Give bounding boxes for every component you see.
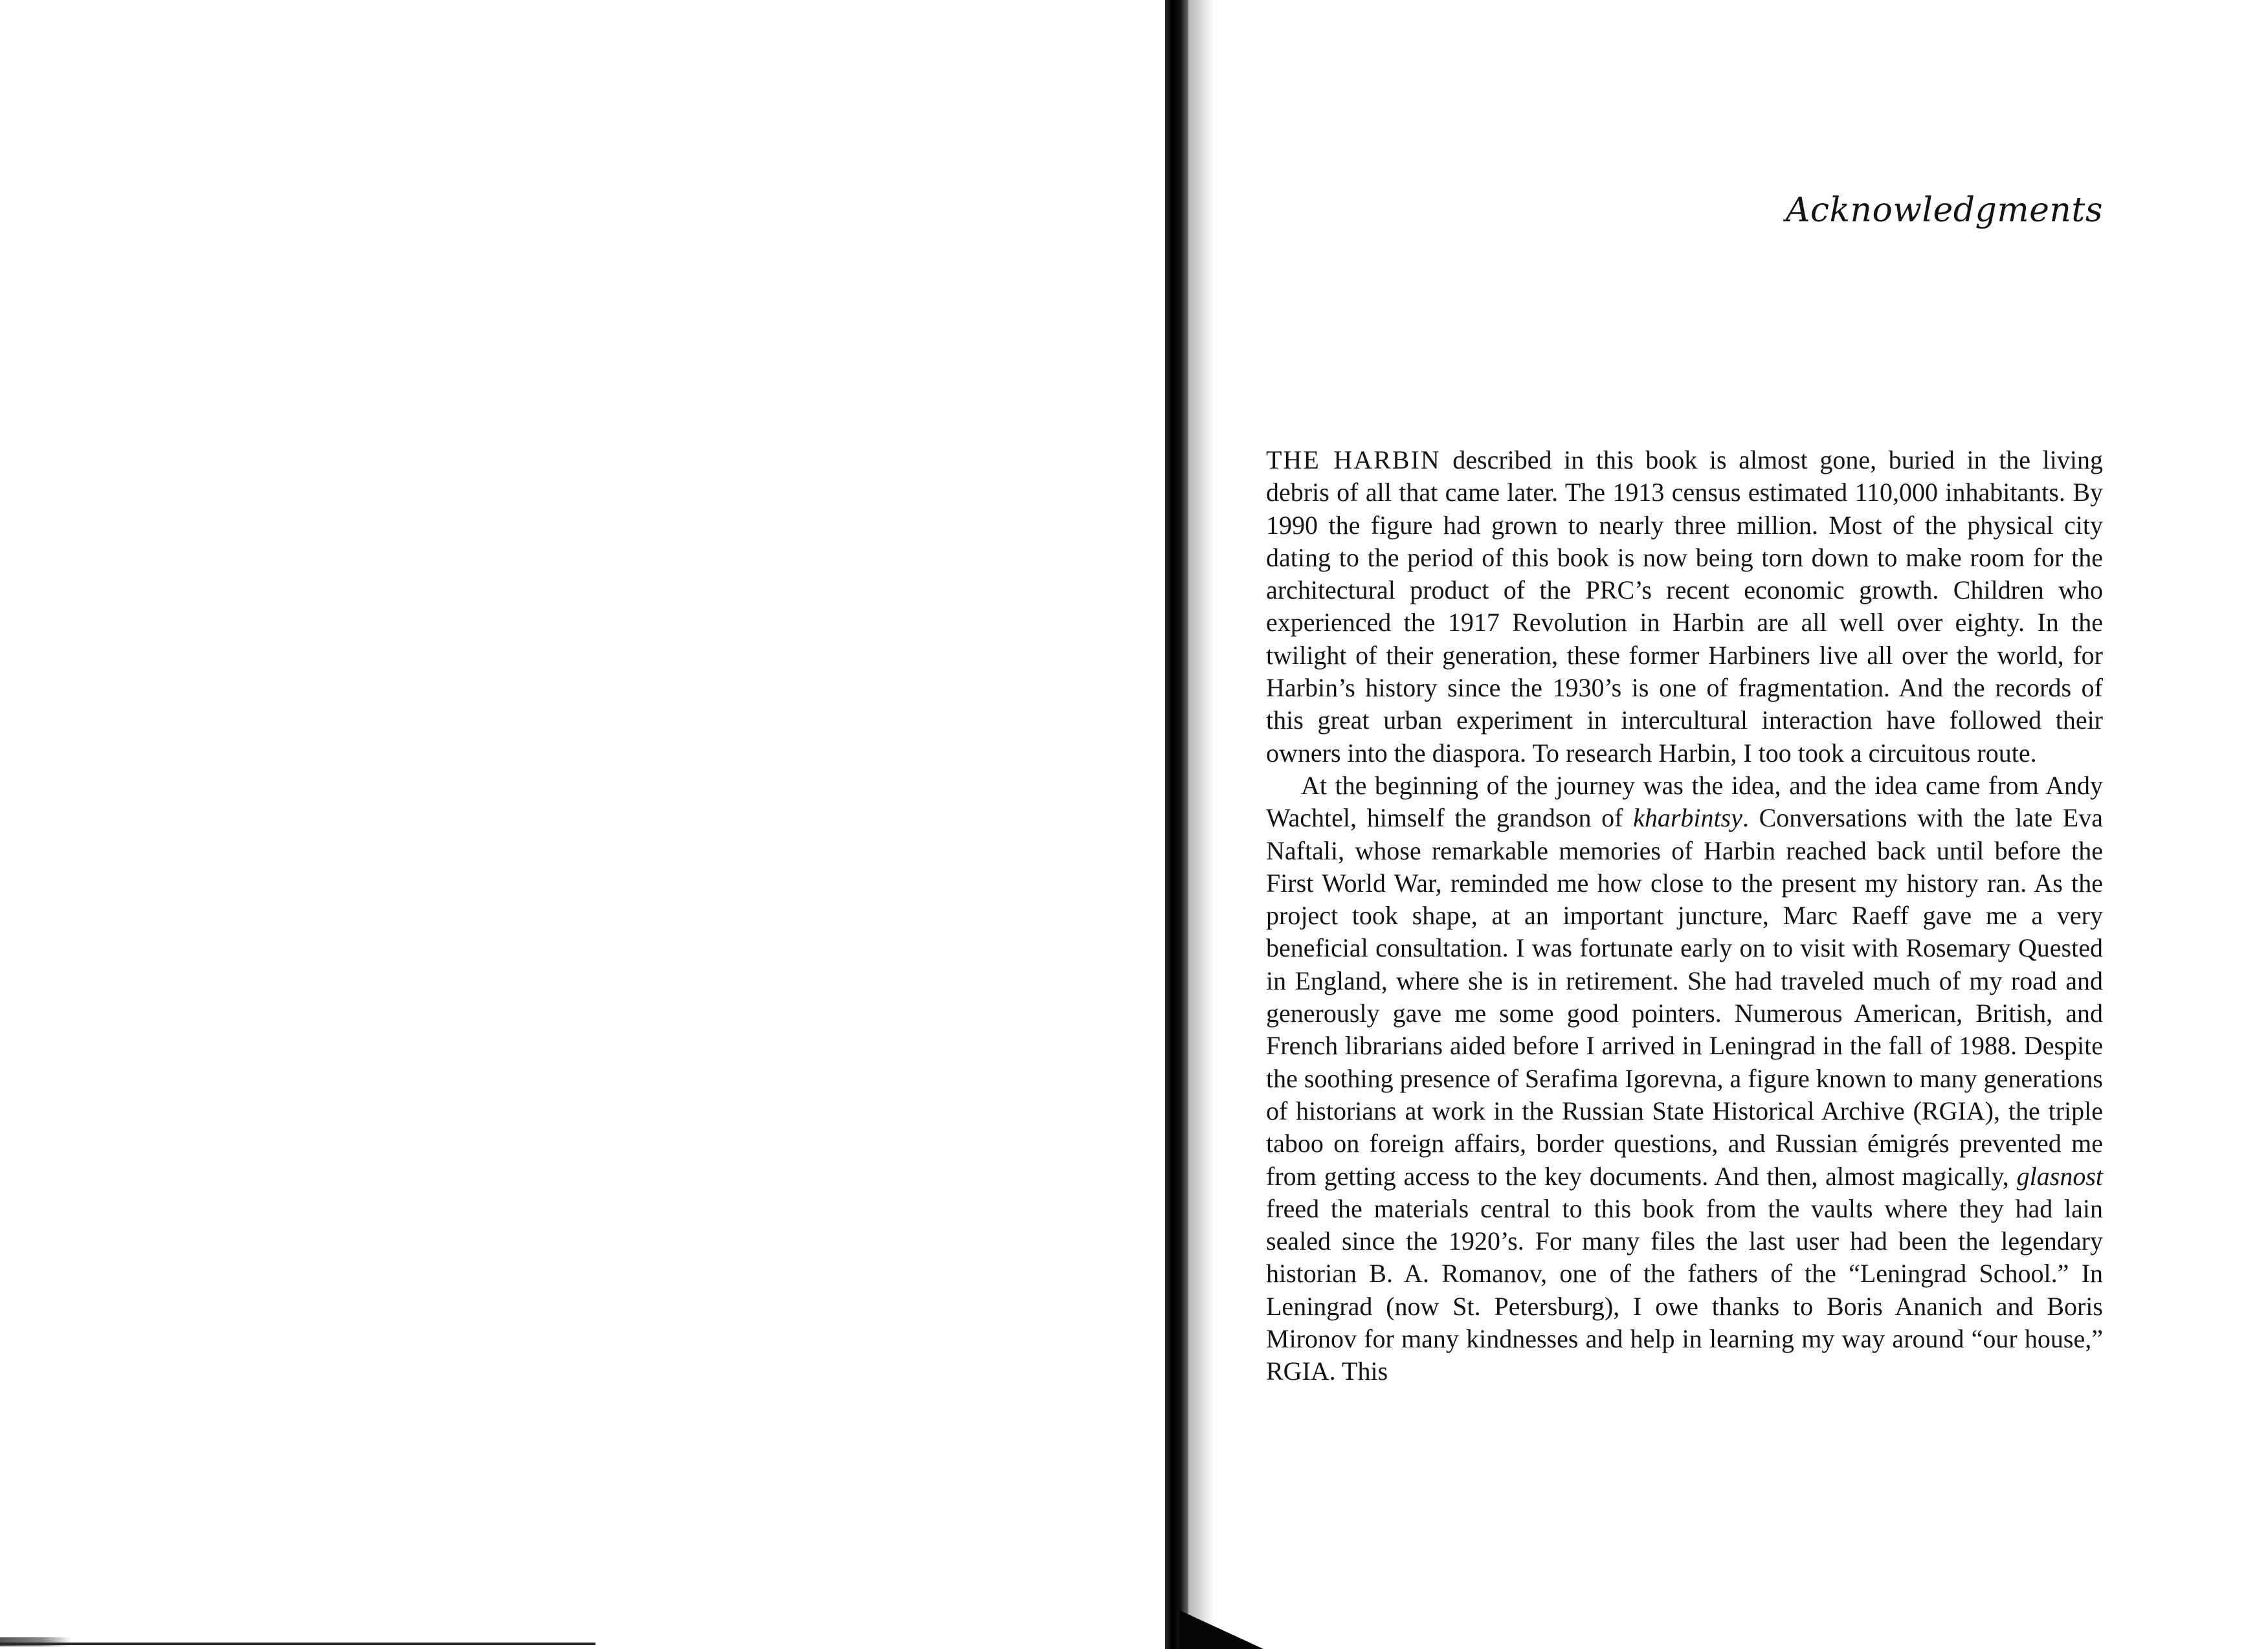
chapter-title: Acknowledgments [1785,191,2103,230]
body-text [1266,444,2103,1388]
paragraph-2 [1266,769,2103,1388]
paragraph-2-text-b: . Conversations with the late Eva Naftali, whose remarkable memories of Harbin reached back until before the First World War, reminded me how close to the present my history ran. As the project took shape, at an important juncture, Marc Raeff gave me a very beneficial consultation. I was fortunate early on to visit with Rosemary Quested in England, where she is in retirement. She had traveled much of my road and generously gave me some good pointers. Numerous American, British, and French librarians aided before I arrived in Leningrad in the fall of 1988. Despite the soothing presence of Serafima Igorevna, a figure known to many generations of historians at work in the Russian State Historical Archive (RGIA), the triple taboo on foreign affairs, border questions, and Russian émigrés prevented me from getting access to the key documents. And then, almost magically, [1266,803,2103,1191]
paragraph-lead-in: THE HARBIN [1266,445,1441,474]
italic-term-glasnost: glasnost [2016,1161,2103,1191]
paragraph-1-text: described in this book is almost gone, buried in the living debris of all that came later. The 1913 census estimated 110,000 inhabitants. By 1990 the figure had grown to nearly three million. Most of the physical city dating to the period of this book is now being torn down to make room for the architectural product of the PRC’s recent economic growth. Children who experienced the 1917 Revolution in Harbin are all well over eighty. In the twilight of their generation, these former Harbiners live all over the world, for Harbin’s history since the 1930’s is one of fragmentation. And the records of this great urban experiment in intercultural interaction have followed their owners into the diaspora. To research Harbin, I too took a circuitous route. [1266,445,2103,768]
paragraph-2-text-a: At the beginning of the journey was the idea, and the idea came from Andy Wachtel, himself the grandson of [1266,770,2103,833]
paragraph-1 [1266,444,2103,769]
right-page [1188,0,2268,1649]
paragraph-2-text-c: freed the materials central to this book from the vaults where they had lain sealed since the 1920’s. For many files the last user had been the legendary historian B. A. Romanov, one of the fathers of the “Leningrad School.” In Leningrad (now St. Petersburg), I owe thanks to Boris Ananich and Boris Mironov for many kindnesses and help in learning my way around “our house,” RGIA. This [1266,1193,2103,1386]
book-gutter [1165,0,1188,1649]
left-page-bottom-edge [0,1643,595,1645]
italic-term-kharbintsy: kharbintsy [1633,803,1742,833]
